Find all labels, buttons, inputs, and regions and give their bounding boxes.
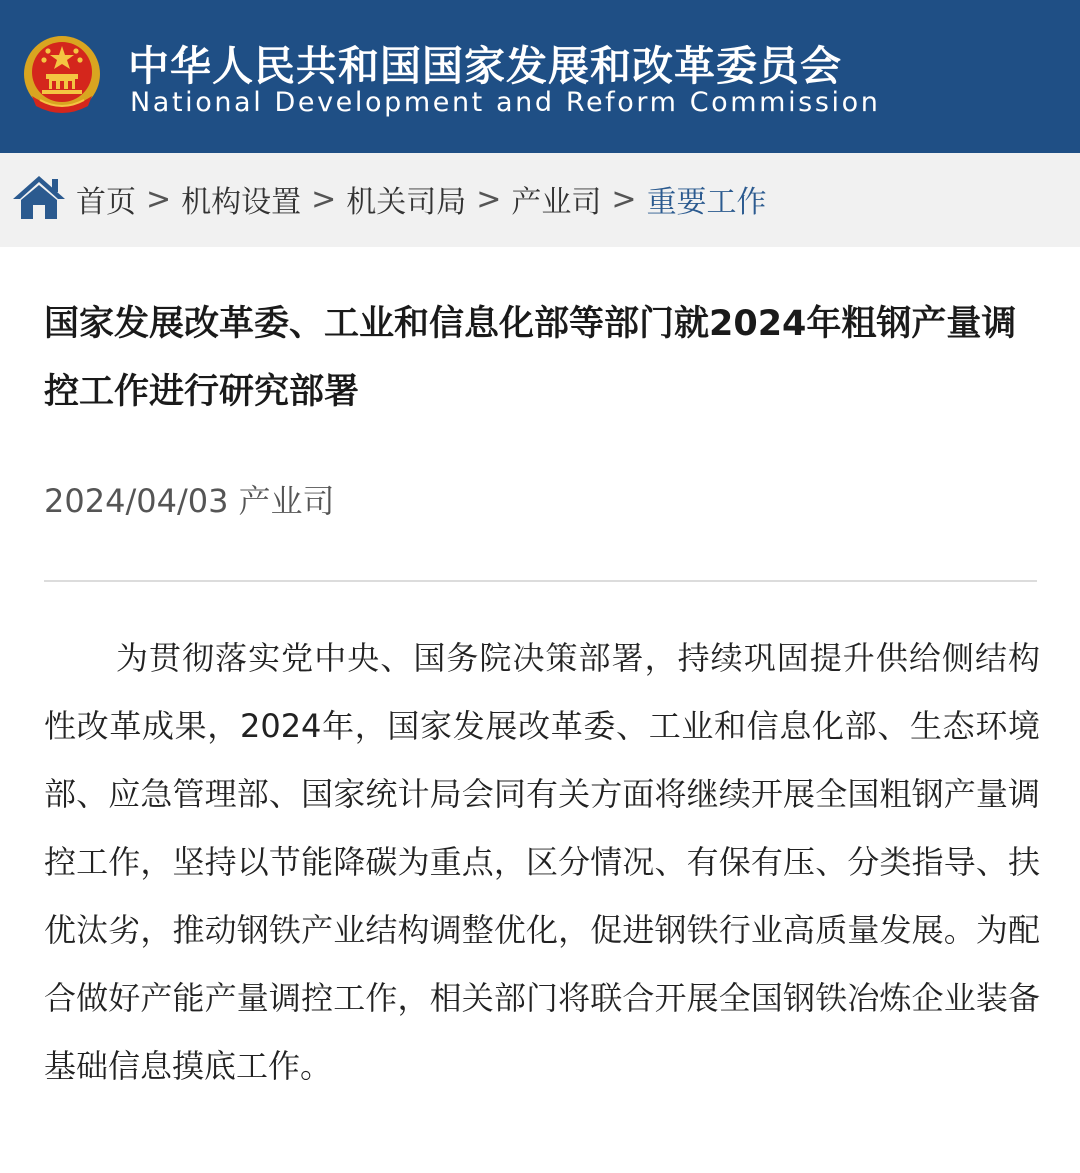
site-title-en[interactable]: National Development and Reform Commission [130, 87, 881, 118]
publish-date: 2024/04/03 [44, 482, 229, 520]
breadcrumb-separator: > [476, 181, 502, 217]
article-meta [44, 478, 334, 524]
breadcrumb-separator: > [611, 181, 637, 217]
article-body: 为贯彻落实党中央、国务院决策部署，持续巩固提升供给侧结构性改革成果，2024年，国家发展改革委、工业和信息化部、生态环境部、应急管理部、国家统计局会同有关方面将继续开展全国粗钢产量调控工作，坚持以节能降碳为重点，区分情况、有保有压、分类指导、扶优汰劣，推动钢铁产业结构调整优化，促进钢铁行业高质量发展。为配合做好产能产量调控工作，相关部门将联合开展全国钢铁冶炼企业装备基础信息摸底工作。 [44, 639, 1040, 1085]
breadcrumb-separator: > [146, 181, 172, 217]
article-department: 产业司 [238, 482, 335, 520]
site-header [0, 0, 1080, 153]
breadcrumb-item-home[interactable]: 首页 [76, 185, 136, 220]
breadcrumb-item-industry-dept[interactable]: 产业司 [511, 185, 602, 220]
national-emblem-icon[interactable] [22, 34, 102, 118]
site-title-cn[interactable]: 中华人民共和国国家发展和改革委员会 [128, 42, 842, 90]
breadcrumb-item-key-work[interactable]: 重要工作 [646, 185, 767, 220]
home-icon[interactable] [12, 173, 66, 221]
breadcrumb-links [76, 177, 767, 221]
breadcrumb-separator: > [311, 181, 337, 217]
breadcrumb [0, 153, 1080, 247]
breadcrumb-item-departments[interactable]: 机关司局 [346, 185, 467, 220]
article-title: 国家发展改革委、工业和信息化部等部门就2024年粗钢产量调控工作进行研究部署 [44, 304, 1017, 412]
breadcrumb-item-organization[interactable]: 机构设置 [181, 185, 302, 220]
divider [44, 580, 1037, 582]
